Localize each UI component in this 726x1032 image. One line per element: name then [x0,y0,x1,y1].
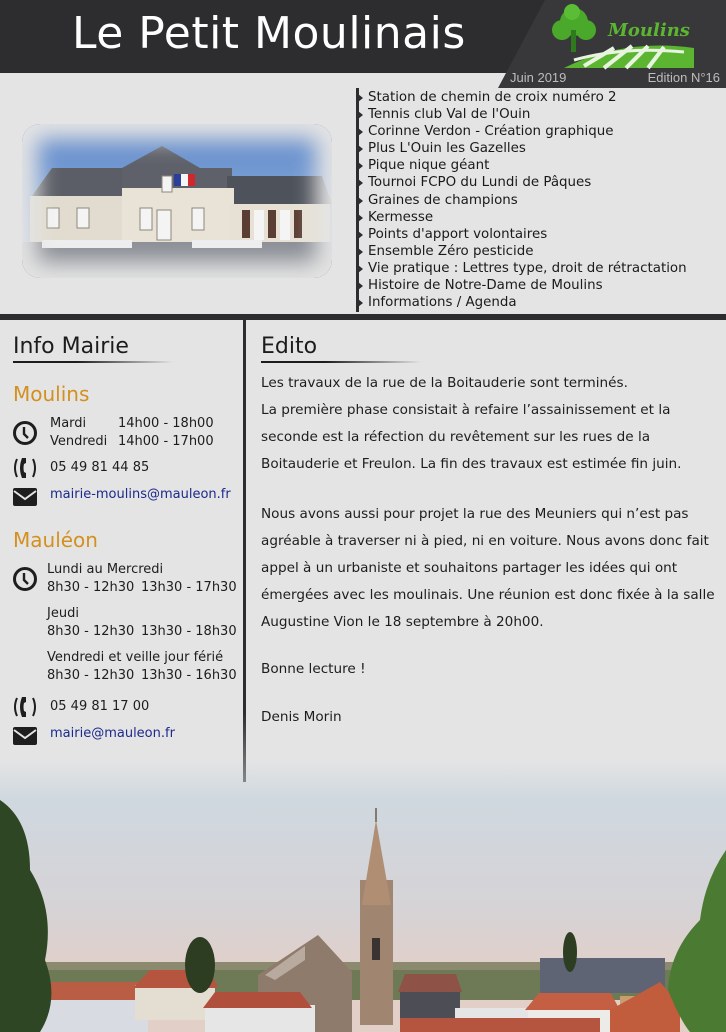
clock-icon [12,420,38,446]
toc-item: Pique nique géant [359,157,726,174]
logo-text: Moulins [608,20,690,41]
photo-vignette [22,124,332,278]
edito-paragraph-2: Nous avons aussi pour projet la rue des Meuniers qui n’est pas agréable à traverser ni à pied, ni en voiture. Nous avons donc fait appel à un urbaniste et souhaitons partager les idées qui ont émergées avec les moulinais. Une réunion est donc fixée à la salle Augustine Vion le 18 septembre à 20h00. [261,506,715,630]
edito-heading: Edito [261,334,318,359]
edito-signature: Denis Morin [261,709,342,725]
toc-item: Graines de champions [359,192,726,209]
phone-icon [12,694,38,720]
hours-row: 8h30 - 12h30 13h30 - 16h30 [47,668,237,683]
section-divider [0,314,726,320]
hours-day: Vendredi et veille jour férié [47,650,224,665]
envelope-icon [12,723,38,749]
toc-item: Station de chemin de croix numéro 2 [359,89,726,106]
column-divider [243,320,246,782]
hours-row: 8h30 - 12h30 13h30 - 17h30 [47,580,237,595]
toc-item: Kermesse [359,209,726,226]
hours-row: 8h30 - 12h30 13h30 - 18h30 [47,624,237,639]
hours-day: Lundi au Mercredi [47,562,164,577]
edito-paragraph-1: Les travaux de la rue de la Boitauderie sont terminés. La première phase consistait à refaire l’assainissement et la seconde est la réfection du revêtement sur les rues de la Boitauderie et Freulon. La fin des travaux est estimée fin juin. [261,375,682,472]
toc-item: Ensemble Zéro pesticide [359,243,726,260]
mauleon-email-link[interactable]: mairie@mauleon.fr [50,726,175,741]
edition-number: Edition N°16 [647,70,720,85]
moulins-town-heading: Moulins [13,382,90,406]
toc-item: Vie pratique : Lettres type, droit de rétractation [359,260,726,277]
toc-item: Points d'apport volontaires [359,226,726,243]
hours-row: Vendredi 14h00 - 17h00 [50,434,214,449]
toc-item: Tournoi FCPO du Lundi de Pâques [359,174,726,191]
edition-info [510,70,720,85]
mauleon-phone: 05 49 81 17 00 [50,699,150,714]
moulins-hours [50,415,214,451]
hours-row: Mardi 14h00 - 18h00 [50,416,214,431]
moulins-email-link[interactable]: mairie-moulins@mauleon.fr [50,487,231,502]
toc-item: Corinne Verdon - Création graphique [359,123,726,140]
moulins-phone: 05 49 81 44 85 [50,460,150,475]
issue-date: Juin 2019 [510,70,567,85]
church-landscape-photo [0,760,726,1032]
hours-day: Jeudi [47,606,79,621]
edito-closing: Bonne lecture ! [261,661,366,677]
table-of-contents [356,88,726,312]
mauleon-town-heading: Mauléon [13,528,98,552]
toc-item: Histoire de Notre-Dame de Moulins [359,277,726,294]
envelope-icon [12,484,38,510]
info-mairie-heading: Info Mairie [13,334,129,359]
toc-item: Informations / Agenda [359,294,726,311]
clock-icon [12,566,38,592]
town-hall-photo [22,124,332,278]
phone-icon [12,455,38,481]
toc-item: Tennis club Val de l'Ouin [359,106,726,123]
mauleon-hours [47,561,237,685]
toc-item: Plus L'Ouin les Gazelles [359,140,726,157]
newsletter-title: Le Petit Moulinais [72,8,466,59]
